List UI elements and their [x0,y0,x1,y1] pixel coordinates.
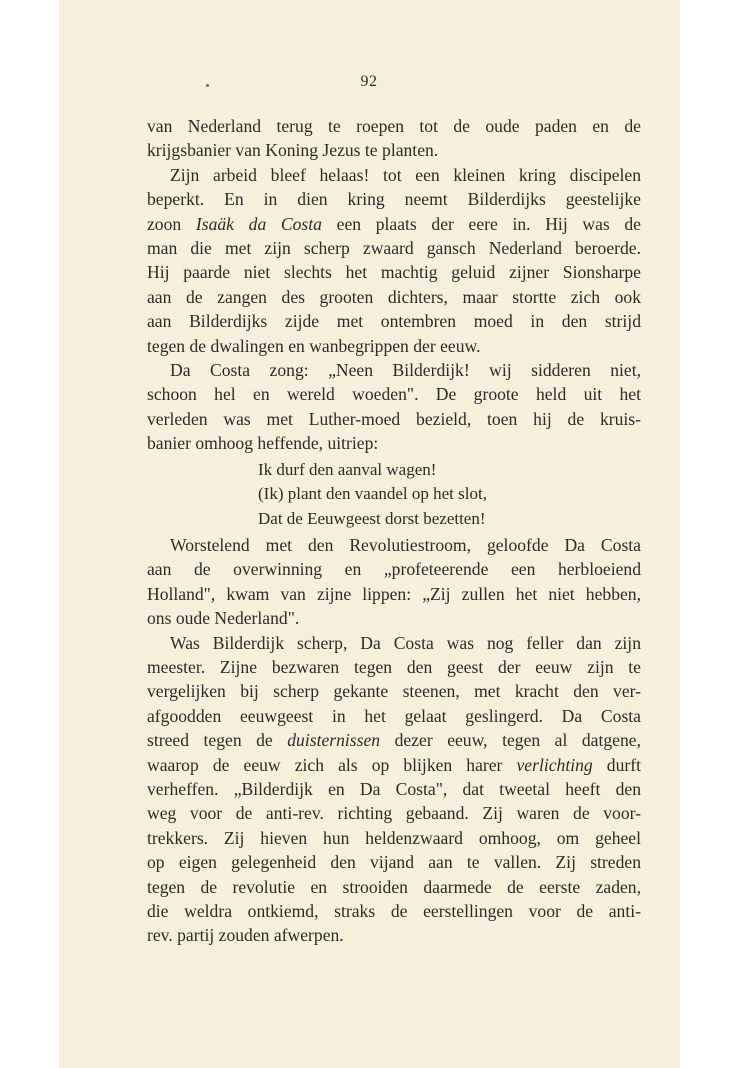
italic-word: verlichting [516,754,593,775]
text-line: beperkt. En in dien kring neemt Bilderdijks geestelijke [147,189,641,210]
text-line [147,212,641,236]
text-segment: zoon [147,213,196,234]
text-line [147,728,641,752]
page-number: 92 [360,73,378,90]
text-line: Zijn arbeid bleef helaas! tot een kleinen kring discipelen [170,164,641,185]
text-line: Was Bilderdijk scherp, Da Costa was nog feller dan zijn [170,632,641,653]
paragraph-4 [147,533,641,631]
text-segment: een plaats der eere in. Hij was de [321,213,641,234]
paragraph-1 [147,114,641,163]
poem-line: Ik durf den aanval wagen! [258,459,437,479]
text-line: ons oude Nederland". [147,608,300,629]
text-line: verleden was met Luther-moed bezield, toen hij de kruis- [147,408,641,429]
text-line: tegen de revolutie en strooiden daarmede de eerste zaden, [147,876,641,897]
text-line: weg voor de anti-rev. richting gebaand. Zij waren de voor- [147,803,641,824]
poem-quote [258,458,641,531]
text-line: Hij paarde niet slechts het machtig geluid zijner Sionsharpe [147,262,641,283]
body-text [147,114,641,948]
text-line: aan de zangen des grooten dichters, maar stortte zich ook [147,286,641,307]
text-line: van Nederland terug te roepen tot de oude paden en de [147,116,641,136]
italic-word: duisternissen [287,730,381,751]
text-line: vergelijken bij scherp gekante steenen, met kracht den ver- [147,681,641,702]
text-line: Da Costa zong: „Neen Bilderdijk! wij sidderen niet, [170,360,641,381]
text-line: afgoodden eeuwgeest in het gelaat geslingerd. Da Costa [147,705,641,726]
italic-name: Isaäk da Costa [195,213,322,234]
text-segment: waarop de eeuw zich als op blijken harer [147,754,517,775]
text-line: trekkers. Zij hieven hun heldenzwaard omhoog, om geheel [147,827,641,848]
text-line: man die met zijn scherp zwaard gansch Nederland beroerde. [147,238,641,259]
text-line: tegen de dwalingen en wanbegrippen der eeuw. [147,335,481,356]
text-line: aan de overwinning en „profeteerende een herbloeiend [147,559,641,580]
text-line: verheffen. „Bilderdijk en Da Costa", dat tweetal heeft den [147,778,641,799]
text-segment: streed tegen de [147,730,288,751]
text-line: die weldra ontkiemd, straks de eerstellingen voor de anti- [147,901,641,921]
paragraph-2 [147,163,641,358]
paragraph-5 [147,631,641,948]
text-line: rev. partij zouden afwerpen. [147,925,344,946]
text-line: Worstelend met den Revolutiestroom, geloofde Da Costa [170,534,641,555]
text-line [147,753,641,777]
poem-line: (Ik) plant den vaandel op het slot, [258,484,487,504]
text-line: op eigen gelegenheid den vijand aan te vallen. Zij streden [147,852,641,873]
paragraph-3 [147,358,641,456]
text-line: krijgsbanier van Koning Jezus te planten. [147,140,439,161]
text-segment: dezer eeuw, tegen al datgene, [380,730,641,751]
text-line: Holland", kwam van zijne lippen: „Zij zullen het niet hebben, [147,583,641,604]
poem-line: Dat de Eeuwgeest dorst bezetten! [258,508,486,528]
text-line: schoon hel en wereld woeden". De groote held uit het [147,384,641,405]
text-line: banier omhoog heffende, uitriep: [147,433,379,454]
text-line: meester. Zijne bezwaren tegen den geest der eeuw zijn te [147,656,641,677]
text-segment: durft [592,754,641,775]
text-line: aan Bilderdijks zijde met ontembren moed in den strijd [147,311,641,332]
